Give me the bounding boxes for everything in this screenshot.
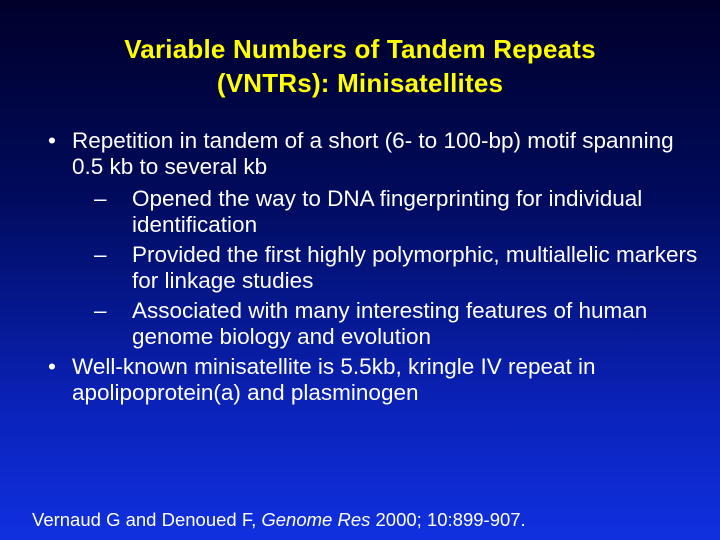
bullet-list: [48, 128, 698, 410]
sub-bullet-item: [94, 298, 698, 350]
dash-mark: –: [94, 186, 107, 211]
bullet-mark: •: [48, 128, 56, 153]
slide-title: [0, 32, 720, 100]
title-line-2: (VNTRs): Minisatellites: [216, 68, 504, 98]
sub-bullet-text: Provided the first highly polymorphic, multiallelic markers for linkage studies: [132, 242, 698, 293]
title-line-1: Variable Numbers of Tandem Repeats: [124, 34, 596, 64]
sub-bullet-text: Associated with many interesting features of human genome biology and evolution: [132, 298, 648, 349]
bullet-text: Repetition in tandem of a short (6- to 100-bp) motif spanning 0.5 kb to several kb: [72, 128, 674, 179]
citation-journal: Genome Res: [261, 509, 371, 530]
bullet-item: [48, 354, 698, 406]
dash-mark: –: [94, 298, 107, 323]
sub-bullet-item: [94, 242, 698, 294]
citation: [32, 508, 712, 532]
dash-mark: –: [94, 242, 107, 267]
sub-bullet-item: [94, 186, 698, 238]
citation-details: 2000; 10:899-907.: [370, 509, 526, 530]
bullet-item: [48, 128, 698, 350]
citation-authors: Vernaud G and Denoued F,: [32, 509, 262, 530]
sub-bullet-text: Opened the way to DNA fingerprinting for individual identification: [132, 186, 643, 237]
bullet-mark: •: [48, 354, 56, 379]
sub-bullet-list: [72, 186, 698, 350]
bullet-text: Well-known minisatellite is 5.5kb, kringle IV repeat in apolipoprotein(a) and plasminogen: [72, 354, 596, 405]
